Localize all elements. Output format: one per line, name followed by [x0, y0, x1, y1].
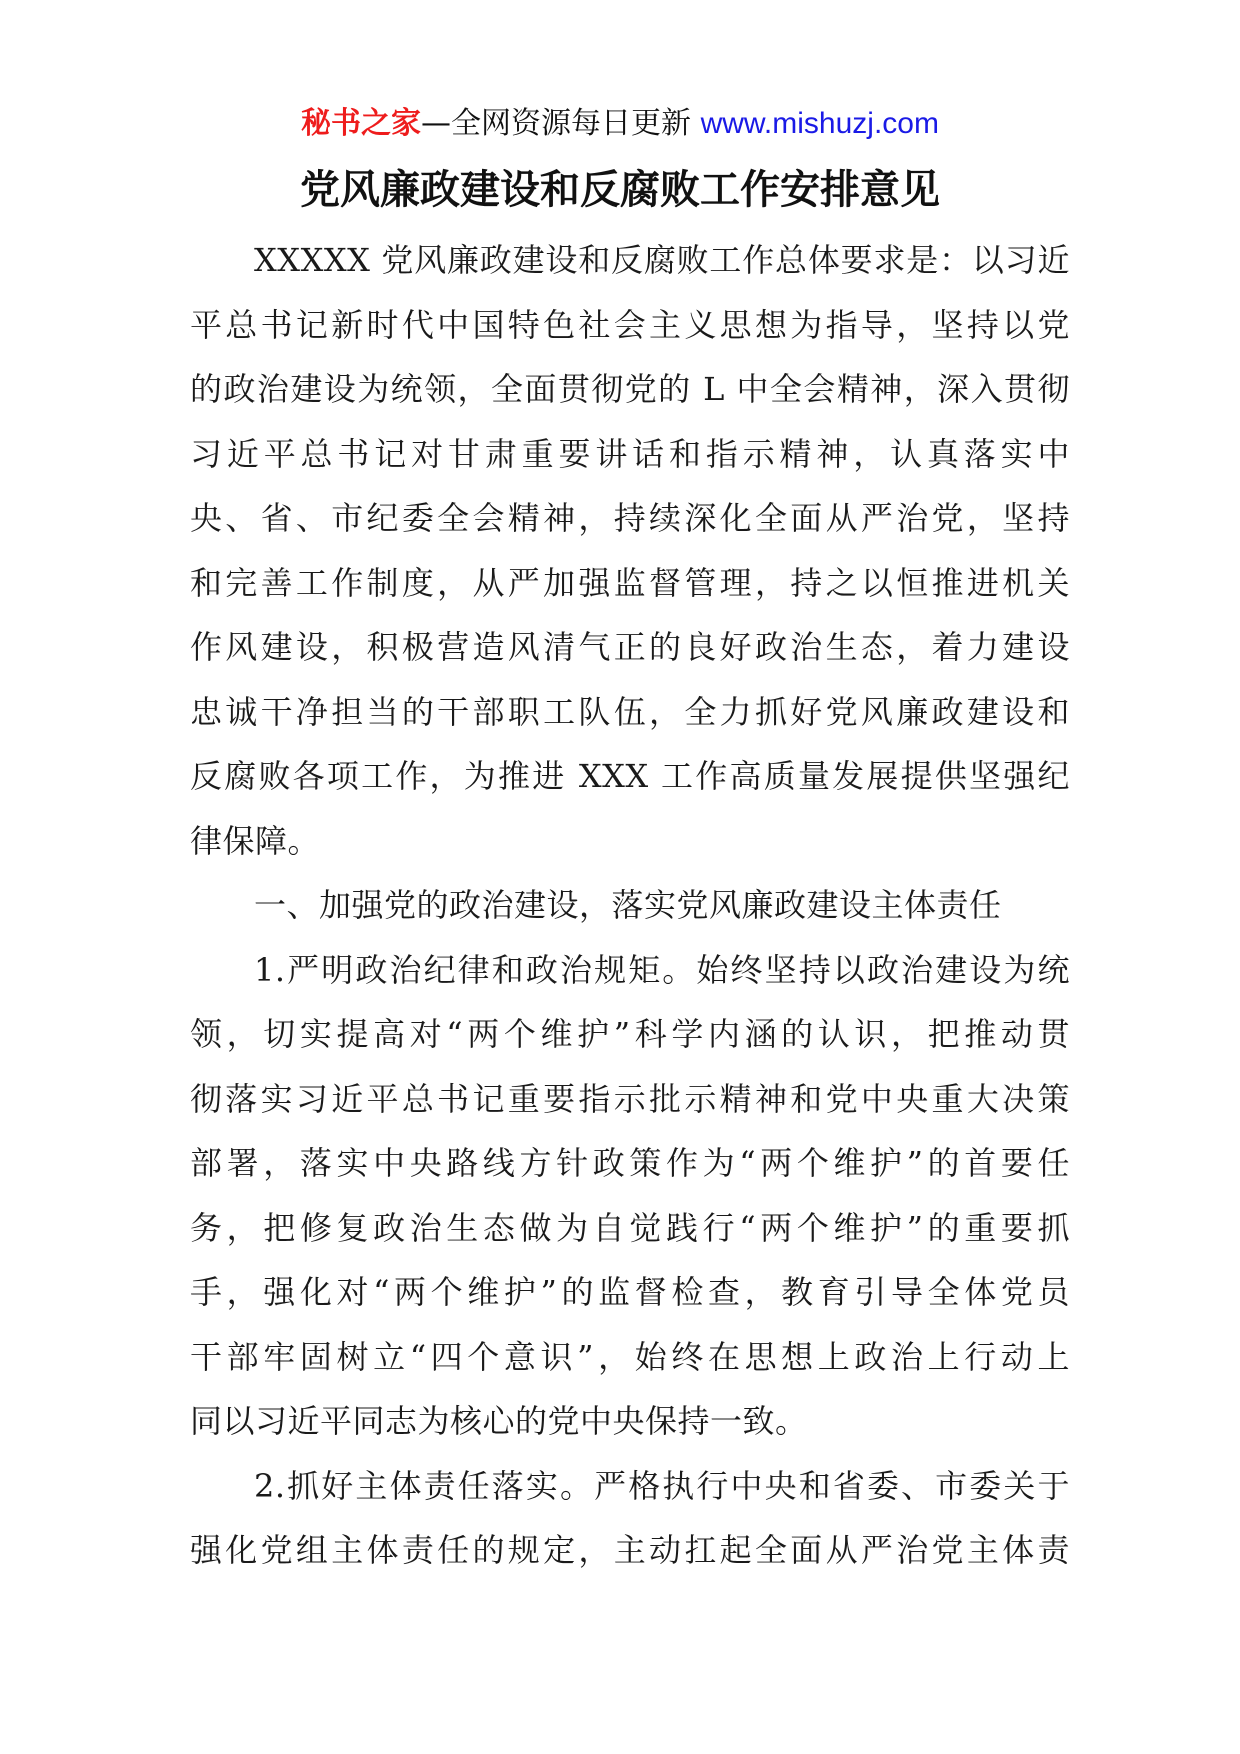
header-slogan: —全网资源每日更新 — [421, 106, 692, 141]
text-line: 央、省、市纪委全会精神，持续深化全面从严治党，坚持 — [190, 499, 1070, 537]
site-header — [0, 102, 1240, 146]
text-line: 1.严明政治纪律和政治规矩。始终坚持以政治建设为统 — [254, 950, 1070, 989]
brand-name: 秘书之家 — [301, 106, 422, 141]
document-body — [190, 228, 1070, 1583]
text-line: 习近平总书记对甘肃重要讲话和指示精神，认真落实中 — [190, 434, 1070, 473]
document-title: 党风廉政建设和反腐败工作安排意见 — [300, 167, 940, 213]
site-url: www.mishuzj.com — [700, 107, 939, 140]
text-line: XXXXX 党风廉政建设和反腐败工作总体要求是：以习近 — [254, 241, 1070, 279]
text-line: 律保障。 — [190, 821, 321, 860]
text-line: 和完善工作制度，从严加强监督管理，持之以恒推进机关 — [190, 563, 1070, 602]
text-line: 彻落实习近平总书记重要指示批示精神和党中央重大决策 — [190, 1079, 1070, 1118]
text-line: 干部牢固树立“四个意识”，始终在思想上政治上行动上 — [190, 1337, 1070, 1376]
text-line: 作风建设，积极营造风清气正的良好政治生态，着力建设 — [190, 628, 1070, 666]
text-line: 反腐败各项工作，为推进 XXX 工作高质量发展提供坚强纪 — [190, 757, 1070, 795]
text-line: 务，把修复政治生态做为自觉践行“两个维护”的重要抓 — [190, 1208, 1070, 1247]
text-line: 领，切实提高对“两个维护”科学内涵的认识，把推动贯 — [190, 1015, 1070, 1053]
text-line: 同以习近平同志为核心的党中央保持一致。 — [190, 1402, 808, 1440]
text-line: 平总书记新时代中国特色社会主义思想为指导，坚持以党 — [190, 305, 1070, 344]
text-line: 强化党组主体责任的规定，主动扛起全面从严治党主体责 — [190, 1531, 1070, 1569]
text-line: 2.抓好主体责任落实。严格执行中央和省委、市委关于 — [254, 1466, 1070, 1505]
text-line: 的政治建设为统领，全面贯彻党的 L 中全会精神，深入贯彻 — [190, 370, 1070, 408]
text-line: 手，强化对“两个维护”的监督检查，教育引导全体党员 — [190, 1273, 1070, 1311]
section-heading: 一、加强党的政治建设，落实党风廉政建设主体责任 — [254, 886, 1002, 924]
text-line: 忠诚干净担当的干部职工队伍，全力抓好党风廉政建设和 — [190, 692, 1070, 731]
text-line: 部署，落实中央路线方针政策作为“两个维护”的首要任 — [190, 1144, 1070, 1182]
